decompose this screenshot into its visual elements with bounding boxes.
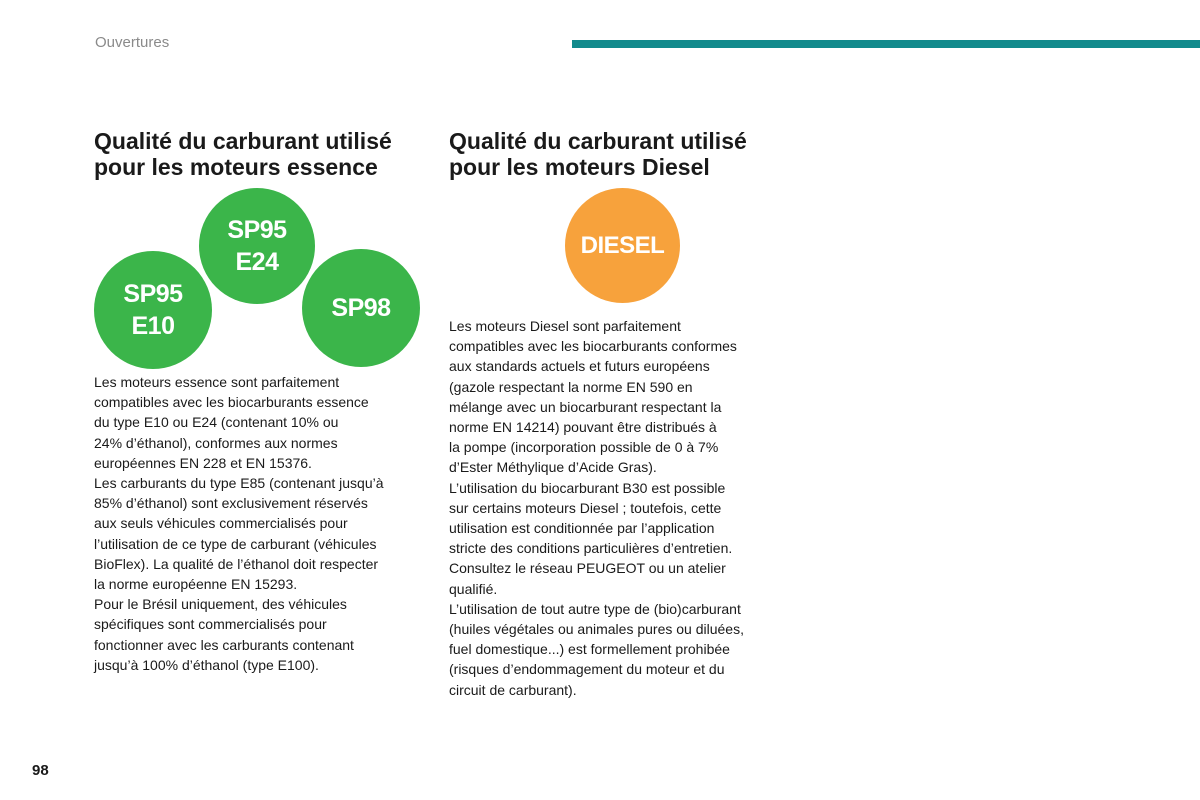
heading-line: Qualité du carburant utilisé (94, 128, 392, 154)
text-line: L’utilisation de tout autre type de (bio)carburant (449, 600, 741, 617)
text-line: stricte des conditions particulières d’entretien. (449, 540, 733, 557)
text-line: norme EN 14214) pouvant être distribués à (449, 419, 717, 436)
text-line: européennes EN 228 et EN 15376. (94, 454, 312, 471)
header-accent-bar (572, 40, 1200, 48)
badge-sp98 (302, 249, 420, 367)
heading-line: pour les moteurs Diesel (449, 154, 710, 180)
heading-line: Qualité du carburant utilisé (449, 128, 747, 154)
heading-line: pour les moteurs essence (94, 154, 378, 180)
petrol-section (94, 128, 424, 180)
badge-line: SP95 (227, 216, 287, 244)
badge-sp95-e24 (199, 188, 315, 304)
text-line: Les moteurs Diesel sont parfaitement (449, 318, 681, 334)
petrol-body-text (94, 372, 424, 675)
text-line: du type E10 ou E24 (contenant 10% ou (94, 414, 339, 431)
text-line: jusqu’à 100% d’éthanol (type E100). (94, 656, 319, 673)
text-line: 85% d’éthanol) sont exclusivement réservés (94, 495, 368, 512)
text-line: circuit de carburant). (449, 681, 577, 698)
badge-line: SP95 (123, 280, 183, 308)
text-line: aux seuls véhicules commercialisés pour (94, 515, 348, 532)
diesel-heading (449, 128, 789, 180)
text-line: la norme européenne EN 15293. (94, 576, 298, 593)
diesel-body-text (449, 316, 789, 700)
badge-line: E10 (131, 312, 175, 340)
petrol-heading (94, 128, 424, 180)
text-line: fuel domestique...) est formellement prohibée (449, 641, 730, 658)
text-line: qualifié. (449, 580, 498, 597)
text-line: d’Ester Méthylique d’Acide Gras). (449, 459, 657, 476)
text-line: Pour le Brésil uniquement, des véhicules (94, 596, 347, 613)
badge-diesel (565, 188, 680, 303)
text-line: (gazole respectant la norme EN 590 en (449, 378, 693, 395)
page-number: 98 (32, 762, 49, 779)
section-label: Ouvertures (95, 34, 170, 51)
text-line: utilisation est conditionnée par l’application (449, 520, 715, 537)
text-line: compatibles avec les biocarburants conformes (449, 338, 737, 355)
text-line: (risques d’endommagement du moteur et du (449, 661, 725, 678)
text-line: 24% d’éthanol), conformes aux normes (94, 434, 338, 451)
badge-line: SP98 (331, 294, 391, 322)
text-line: sur certains moteurs Diesel ; toutefois, cette (449, 499, 722, 516)
text-line: Consultez le réseau PEUGEOT ou un atelier (449, 560, 726, 577)
text-line: la pompe (incorporation possible de 0 à 7% (449, 439, 719, 456)
diesel-section (449, 128, 789, 180)
badge-line: DIESEL (580, 231, 665, 259)
text-line: Les carburants du type E85 (contenant jusqu’à (94, 475, 384, 492)
text-line: (huiles végétales ou animales pures ou diluées, (449, 621, 744, 638)
text-line: spécifiques sont commercialisés pour (94, 616, 327, 633)
text-line: compatibles avec les biocarburants essence (94, 394, 369, 411)
text-line: aux standards actuels et futurs européens (449, 358, 710, 375)
badge-sp95-e10 (94, 251, 212, 369)
text-line: Les moteurs essence sont parfaitement (94, 374, 340, 390)
text-line: mélange avec un biocarburant respectant la (449, 398, 722, 415)
text-line: l’utilisation de ce type de carburant (véhicules (94, 535, 377, 552)
text-line: L’utilisation du biocarburant B30 est possible (449, 479, 726, 496)
text-line: fonctionner avec les carburants contenant (94, 636, 354, 653)
badge-line: E24 (235, 248, 279, 276)
text-line: BioFlex). La qualité de l’éthanol doit respecter (94, 555, 379, 572)
